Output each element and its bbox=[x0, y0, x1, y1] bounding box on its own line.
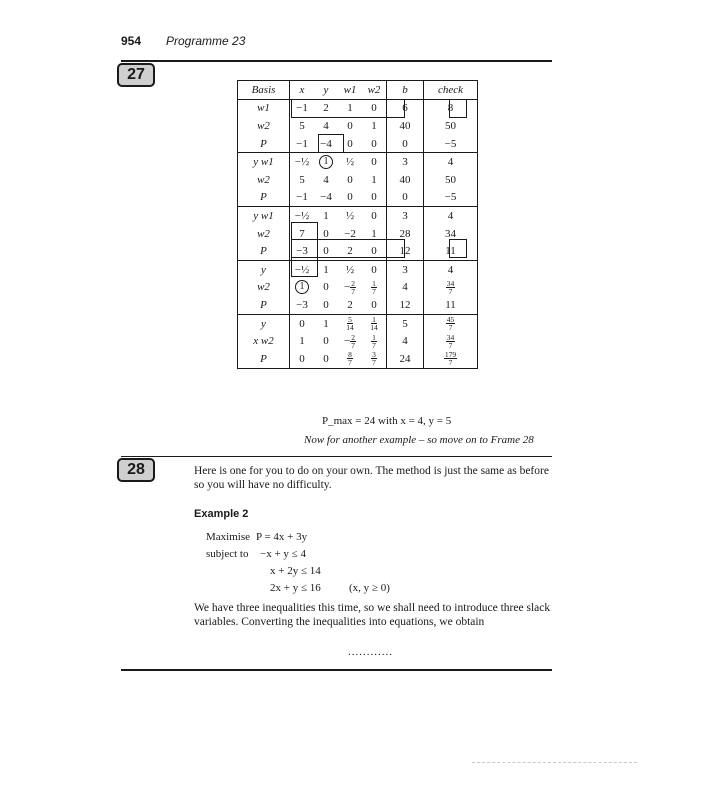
cell: 0 bbox=[362, 296, 387, 314]
cell-b: 4 bbox=[387, 279, 424, 297]
cell: 0 bbox=[362, 135, 387, 153]
cell: −½ bbox=[294, 209, 310, 222]
cell-b: 5 bbox=[387, 314, 424, 332]
cell: 2 bbox=[338, 242, 362, 260]
cell-basis: w2 bbox=[238, 171, 290, 189]
header-check: check bbox=[424, 81, 478, 100]
cell: −½ bbox=[294, 263, 310, 276]
cell-b: 12 bbox=[387, 242, 424, 260]
table-row bbox=[238, 279, 478, 297]
table-row bbox=[238, 117, 478, 135]
result-line: P_max = 24 with x = 4, y = 5 bbox=[322, 415, 452, 427]
constraint-2: x + 2y ≤ 14 bbox=[270, 565, 321, 577]
explain-text: We have three inequalities this time, so we shall need to introduce three slack variables. Converting the inequalities into equations, we obtain bbox=[194, 602, 551, 628]
cell-basis: w2 bbox=[238, 279, 290, 297]
cell: 5 bbox=[299, 173, 305, 186]
cell: 1 bbox=[371, 227, 377, 240]
scan-artifact bbox=[472, 762, 637, 763]
cell-basis: w2 bbox=[238, 225, 290, 243]
table-row bbox=[238, 99, 478, 117]
cell bbox=[362, 279, 387, 297]
table-row bbox=[238, 260, 478, 278]
frame-28-badge: 28 bbox=[117, 458, 155, 482]
cell: −4 bbox=[314, 189, 338, 207]
table-row bbox=[238, 153, 478, 171]
cell: −2 bbox=[344, 227, 356, 240]
cell-basis: P bbox=[238, 242, 290, 260]
fraction: $\frac{1}{14}$ bbox=[370, 315, 378, 333]
programme-title: Programme 23 bbox=[166, 34, 246, 48]
bottom-rule bbox=[121, 669, 552, 671]
simplex-table bbox=[237, 80, 478, 369]
cell-b: 6 bbox=[387, 99, 424, 117]
table-row bbox=[238, 189, 478, 207]
cell: ½ bbox=[345, 263, 355, 276]
cell: −1 bbox=[296, 102, 308, 115]
example-title: Example 2 bbox=[194, 508, 249, 520]
cell: −3 bbox=[290, 242, 315, 260]
fraction: $\frac{5}{14}$ bbox=[346, 315, 354, 333]
fraction: $\frac{179}{7}$ bbox=[444, 350, 457, 368]
cell: −½ bbox=[294, 156, 310, 169]
cell: − $\frac{2}{7}$ bbox=[344, 332, 355, 350]
cell: 1 bbox=[323, 263, 329, 276]
cell: − $\frac{2}{7}$ bbox=[344, 278, 355, 296]
cell-check bbox=[424, 332, 478, 350]
cell: 5 bbox=[299, 119, 305, 132]
cell bbox=[338, 314, 362, 332]
table-row bbox=[238, 314, 478, 332]
cell-basis: x w2 bbox=[238, 332, 290, 350]
table-row bbox=[238, 171, 478, 189]
cell bbox=[362, 332, 387, 350]
cell: 1 bbox=[299, 335, 305, 348]
cell: 0 bbox=[299, 317, 305, 330]
cell bbox=[362, 314, 387, 332]
header-w1: w1 bbox=[338, 81, 362, 100]
table-row bbox=[238, 135, 478, 153]
cell: 4 bbox=[323, 173, 329, 186]
cell: 0 bbox=[371, 156, 377, 169]
cell-basis: P bbox=[238, 296, 290, 314]
cell-check: 11 bbox=[424, 242, 478, 260]
cell: 1 bbox=[323, 317, 329, 330]
cell-pivot bbox=[314, 153, 338, 171]
cell-b: 0 bbox=[387, 189, 424, 207]
cell-basis: y w1 bbox=[238, 153, 290, 171]
cell-basis: y w1 bbox=[238, 207, 290, 225]
cell: −1 bbox=[290, 135, 315, 153]
cell: −4 bbox=[314, 135, 338, 153]
constraint-1: −x + y ≤ 4 bbox=[260, 548, 306, 560]
cell-b: 40 bbox=[387, 171, 424, 189]
frame-divider bbox=[121, 456, 552, 457]
cell-b: 3 bbox=[387, 260, 424, 278]
cell bbox=[338, 350, 362, 368]
frame-28-intro: Here is one for you to do on your own. The method is just the same as before so you will have no difficulty. bbox=[194, 465, 549, 491]
cell: 2 bbox=[323, 102, 329, 115]
cell: −1 bbox=[290, 189, 315, 207]
cell-basis: P bbox=[238, 350, 290, 368]
cell: ½ bbox=[345, 209, 355, 222]
cell-basis: w1 bbox=[238, 99, 290, 117]
pivot-circle: 1 bbox=[295, 280, 309, 294]
cell-basis: P bbox=[238, 189, 290, 207]
fraction: $\frac{2}{7}$ bbox=[351, 278, 355, 296]
cell: 0 bbox=[347, 173, 353, 186]
cell-check: 4 bbox=[424, 207, 478, 225]
answer-dots: ............ bbox=[348, 646, 393, 658]
cell-basis: P bbox=[238, 135, 290, 153]
cell: 0 bbox=[323, 281, 329, 294]
fraction: $\frac{3}{7}$ bbox=[372, 350, 376, 368]
fraction: $\frac{34}{7}$ bbox=[446, 332, 455, 350]
cell: 0 bbox=[323, 352, 329, 365]
cell-check: 50 bbox=[424, 117, 478, 135]
cell-check: −5 bbox=[424, 189, 478, 207]
cell: 0 bbox=[371, 209, 377, 222]
objective: P = 4x + 3y bbox=[256, 531, 308, 543]
cell-check bbox=[424, 279, 478, 297]
cell: 2 bbox=[338, 296, 362, 314]
cell: 1 bbox=[347, 102, 353, 115]
header-b: b bbox=[387, 81, 424, 100]
cell-check: 4 bbox=[424, 260, 478, 278]
cell: 4 bbox=[323, 119, 329, 132]
table-row bbox=[238, 207, 478, 225]
cell: 0 bbox=[362, 189, 387, 207]
table-row bbox=[238, 296, 478, 314]
cell: 0 bbox=[362, 242, 387, 260]
cell-check bbox=[424, 314, 478, 332]
cell: 0 bbox=[314, 296, 338, 314]
cell: −3 bbox=[290, 296, 315, 314]
cell-basis: y bbox=[238, 314, 290, 332]
cell-check: 4 bbox=[424, 153, 478, 171]
maximise-label: Maximise bbox=[206, 531, 250, 543]
cell: 0 bbox=[371, 263, 377, 276]
table-row bbox=[238, 225, 478, 243]
cell: 0 bbox=[299, 352, 305, 365]
cell-b: 40 bbox=[387, 117, 424, 135]
cell-b: 3 bbox=[387, 207, 424, 225]
header-w2: w2 bbox=[362, 81, 387, 100]
constraint-3: 2x + y ≤ 16 bbox=[270, 582, 321, 594]
cell: 0 bbox=[338, 135, 362, 153]
fraction: $\frac{1}{7}$ bbox=[372, 278, 376, 296]
cell-check: 11 bbox=[424, 296, 478, 314]
next-frame-note: Now for another example – so move on to Frame 28 bbox=[304, 434, 534, 446]
cell-check: 8 bbox=[424, 99, 478, 117]
cell-check: −5 bbox=[424, 135, 478, 153]
cell-b: 3 bbox=[387, 153, 424, 171]
pivot-circle: 1 bbox=[319, 155, 333, 169]
cell: 7 bbox=[299, 227, 305, 240]
cell-b: 0 bbox=[387, 135, 424, 153]
cell: 0 bbox=[338, 189, 362, 207]
fraction: $\frac{34}{7}$ bbox=[446, 278, 455, 296]
cell-pivot bbox=[290, 279, 315, 297]
cell: 0 bbox=[371, 102, 377, 115]
fraction: $\frac{45}{7}$ bbox=[446, 315, 455, 333]
cell: 1 bbox=[323, 209, 329, 222]
cell-basis: w2 bbox=[238, 117, 290, 135]
cell: 1 bbox=[371, 119, 377, 132]
table-row bbox=[238, 242, 478, 260]
cell-b: 12 bbox=[387, 296, 424, 314]
header-x: x bbox=[290, 81, 315, 100]
fraction: $\frac{8}{7}$ bbox=[348, 350, 352, 368]
table-row bbox=[238, 350, 478, 368]
table-header bbox=[238, 81, 478, 100]
cell bbox=[362, 350, 387, 368]
cell-basis: y bbox=[238, 260, 290, 278]
subject-label: subject to bbox=[206, 548, 249, 560]
cell-check: 34 bbox=[424, 225, 478, 243]
cell: 0 bbox=[347, 119, 353, 132]
cell-check: 50 bbox=[424, 171, 478, 189]
frame-27-badge: 27 bbox=[117, 63, 155, 87]
cell-b: 4 bbox=[387, 332, 424, 350]
fraction: $\frac{2}{7}$ bbox=[351, 332, 355, 350]
cell: 0 bbox=[314, 242, 338, 260]
fraction: $\frac{1}{7}$ bbox=[372, 332, 376, 350]
cell: ½ bbox=[345, 156, 355, 169]
table-row bbox=[238, 332, 478, 350]
header-basis: Basis bbox=[238, 81, 290, 100]
cell: 0 bbox=[323, 335, 329, 348]
cell-check bbox=[424, 350, 478, 368]
cell-b: 24 bbox=[387, 350, 424, 368]
header-y: y bbox=[314, 81, 338, 100]
header-rule bbox=[121, 60, 552, 62]
cell: 1 bbox=[371, 173, 377, 186]
nonnegativity: (x, y ≥ 0) bbox=[349, 582, 390, 594]
cell: 0 bbox=[323, 227, 329, 240]
cell-b: 28 bbox=[387, 225, 424, 243]
page-number: 954 bbox=[121, 34, 142, 48]
